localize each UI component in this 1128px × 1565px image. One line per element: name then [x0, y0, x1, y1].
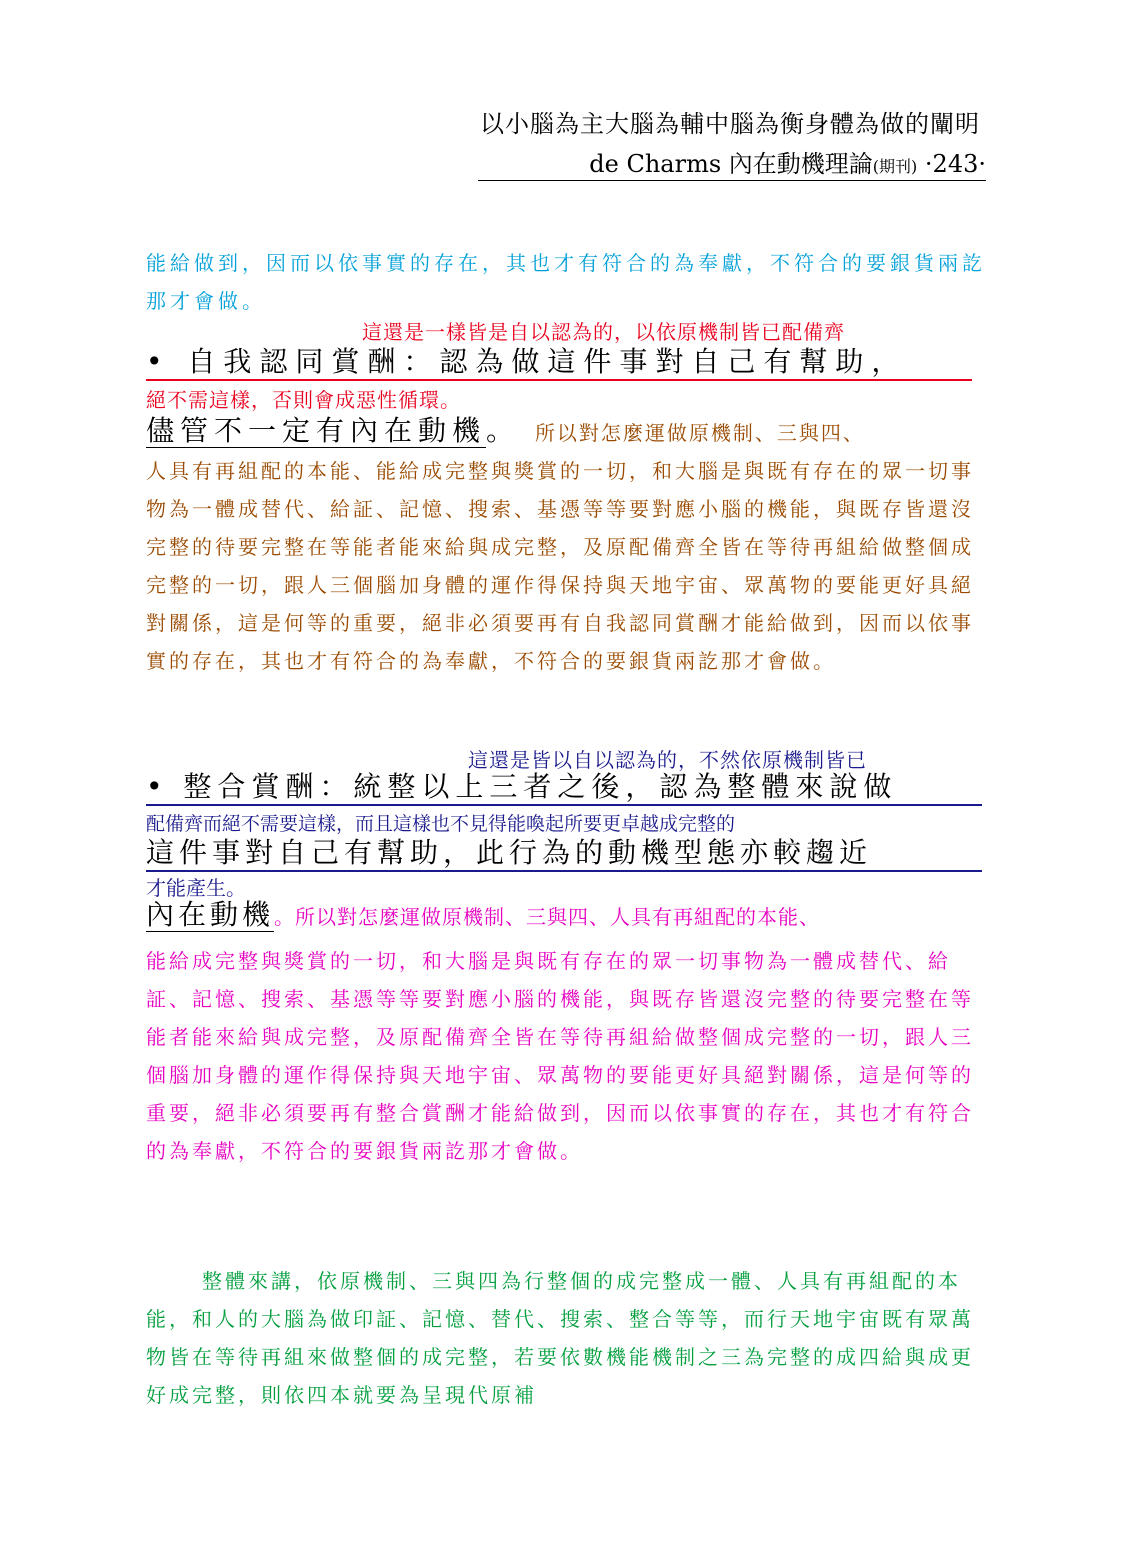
section-heading-self-identity: • 自我認同賞酬：認為做這件事對自己有幫助，: [146, 345, 972, 381]
section-heading-integration: • 整合賞酬：統整以上三者之後，認為整體來說做: [146, 770, 982, 806]
paragraph-2-start: 。所以對怎麼運做原機制、三與四、人具有再組配的本能、: [274, 905, 821, 929]
paragraph-3: 整體來講，依原機制、三與四為行整個的成完整成一體、人具有再組配的本能，和人的大腦為做印証、記憶、替代、搜索、整合等等，而行天地宇宙既有眾萬物皆在等待再組來做整個的成完整，若要依數機能機制之三為完整的成四給與成更好成完整，則依四本就要為呈現代原補: [146, 1269, 974, 1407]
annotation-navy-3: 才能產生。: [146, 876, 246, 900]
running-header-title: 以小腦為主大腦為輔中腦為衡身體為做的闡明: [480, 110, 980, 138]
subtitle-main: de Charms 內在動機理論: [589, 150, 873, 178]
annotation-navy-2: 配備齊而絕不需要這樣，而且這樣也不見得能喚起所要更卓越成完整的: [146, 813, 736, 835]
heading-continuation-1: [146, 414, 865, 450]
section-heading-integration-line2: 這件事對自己有幫助，此行為的動機型態亦較趨近: [146, 836, 982, 872]
subtitle-note: (期刊): [872, 157, 918, 176]
heading-continuation-text: 儘管不一定有內在動機: [146, 414, 487, 447]
paragraph-1-start: 所以對怎麼運做原機制、三與四、: [534, 421, 865, 445]
heading-period: 。: [486, 414, 521, 447]
intro-paragraph: 能給做到，因而以依事實的存在，其也才有符合的為奉獻，不符合的要銀貨兩訖那才會做。: [146, 251, 986, 313]
annotation-red-2: 絕不需這樣，否則會成惡性循環。: [146, 388, 461, 412]
heading-continuation-2: [146, 898, 820, 934]
heading-intrinsic-motivation: 內在動機: [146, 898, 275, 931]
running-header-subtitle: [478, 144, 986, 181]
page-number: ·243·: [924, 150, 986, 178]
annotation-navy-1: 這還是皆以自以認為的，不然依原機制皆已: [468, 748, 867, 772]
paragraph-1: 人具有再組配的本能、能給成完整與獎賞的一切，和大腦是與既有存在的眾一切事物為一體成替代、給証、記憶、搜索、基憑等等要對應小腦的機能，與既存皆還沒完整的待要完整在等能者能來給與成完整，及原配備齊全皆在等待再組給做整個成完整的一切，跟人三個腦加身體的運作得保持與天地宇宙、眾萬物的要能更好具絕對關係，這是何等的重要，絕非必須要再有自我認同賞酬才能給做到，因而以依事實的存在，其也才有符合的為奉獻，不符合的要銀貨兩訖那才會做。: [146, 459, 974, 673]
paragraph-2: 能給成完整與獎賞的一切，和大腦是與既有存在的眾一切事物為一體成替代、給証、記憶、搜索、基憑等等要對應小腦的機能，與既存皆還沒完整的待要完整在等能者能來給與成完整，及原配備齊全皆在等待再組給做整個成完整的一切，跟人三個腦加身體的運作得保持與天地宇宙、眾萬物的要能更好具絕對關係，這是何等的重要，絕非必須要再有整合賞酬才能給做到，因而以依事實的存在，其也才有符合的為奉獻，不符合的要銀貨兩訖那才會做。: [146, 949, 974, 1163]
annotation-red-1: 這還是一樣皆是自以認為的，以依原機制皆已配備齊: [362, 320, 845, 344]
